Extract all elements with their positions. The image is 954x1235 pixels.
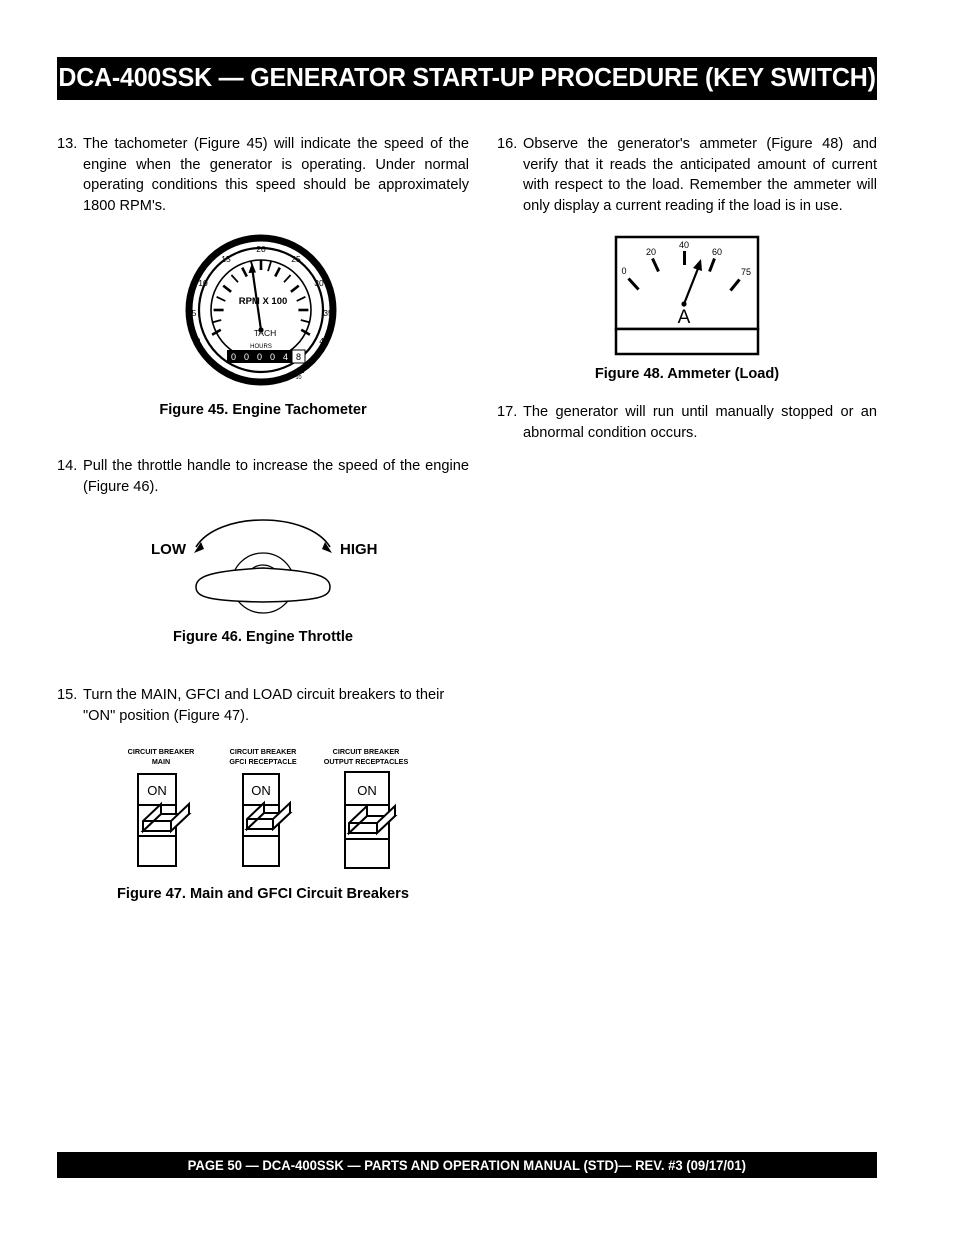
step-15 [57,685,469,726]
tach-label-15: 15 [221,254,231,264]
breaker-1-state: ON [147,783,167,798]
step-15-number: 15. [57,687,78,703]
tach-label-10: 10 [198,278,208,288]
tach-label-5: 5 [191,308,197,318]
step-13 [57,134,469,216]
throttle-svg [138,507,388,617]
tachometer-hours-label: HOURS [250,344,272,350]
step-14-number: 14. [57,458,78,474]
tach-label-35: 35 [323,308,333,318]
hour-digit-2: 0 [243,352,250,362]
breaker-2-label-line1: CIRCUIT BREAKER [229,747,297,756]
breaker-1-label-line2: MAIN [151,757,171,766]
breaker-3-state: ON [357,783,377,798]
step-13-text: The tachometer (Figure 45) will indicate the speed of the engine when the generator is operating. Under normal operating conditions this speed should be approximately 1800 RPM's. [83,136,469,214]
ammeter-label-40: 40 [678,240,690,250]
hour-tenths-digit: 8 [295,352,302,362]
tach-label-20: 20 [256,244,266,254]
ammeter-label-20: 20 [645,247,657,257]
breaker-2-state: ON [251,783,271,798]
step-14-text: Pull the throttle handle to increase the speed of the engine (Figure 46). [83,458,469,495]
breaker-3-label-line1: CIRCUIT BREAKER [332,747,400,756]
figure-46-caption: Figure 46. Engine Throttle [172,629,353,645]
step-16-number: 16. [497,136,518,152]
hour-digit-5: 4 [282,352,289,362]
step-16 [497,134,877,216]
step-17 [497,402,877,443]
breaker-switch-main[interactable] [138,774,189,866]
hour-fraction-numerator: 1 [296,367,301,373]
hour-digit-4: 0 [269,352,276,362]
ammeter-label-0: 0 [621,266,627,276]
tachometer-unit-label: RPM X 100 [238,296,288,307]
circuit-breakers-svg [113,744,413,872]
step-14 [57,456,469,497]
breaker-3-label-line2: OUTPUT RECEPTACLES [323,757,409,766]
step-16-text: Observe the generator's ammeter (Figure 48) and verify that it reads the anticipated amount of current with respect to the load. Remember the ammeter will only display a current reading if the load is in use. [523,136,877,214]
tach-label-30: 30 [314,278,324,288]
page-header-bar [57,57,877,100]
breaker-2-label-line2: GFCI RECEPTACLE [229,757,297,766]
step-15-text: Turn the MAIN, GFCI and LOAD circuit breakers to their "ON" position (Figure 47). [83,687,445,724]
tachometer-gauge-svg [183,230,343,392]
throttle-label-high: HIGH [340,541,378,558]
throttle-label-low: LOW [151,541,186,558]
breaker-switch-gfci[interactable] [243,774,290,866]
page-title: DCA-400SSK — GENERATOR START-UP PROCEDURE (KEY SWITCH) [58,64,876,92]
figure-47-circuit-breakers [57,744,469,872]
left-column [57,134,469,902]
ammeter-svg [613,234,761,356]
throttle-handle[interactable] [196,568,330,602]
ammeter-unit-label: A [677,307,691,328]
hour-digit-3: 0 [256,352,263,362]
tachometer-type-label: TACH [253,328,277,338]
step-13-number: 13. [57,136,78,152]
hour-digit-1: 0 [230,352,237,362]
figure-46-throttle [57,507,469,617]
tach-label-0: 0 [195,336,201,346]
throttle-arc [196,520,330,547]
figure-48-ammeter [497,234,877,356]
figure-45-tachometer [57,230,469,392]
tach-label-25: 25 [291,254,301,264]
figure-48-caption: Figure 48. Ammeter (Load) [594,366,780,382]
step-17-number: 17. [497,404,518,420]
figure-45-caption: Figure 45. Engine Tachometer [159,402,367,418]
step-17-text: The generator will run until manually stopped or an abnormal condition occurs. [523,404,877,441]
figure-47-caption: Figure 47. Main and GFCI Circuit Breakers [117,886,409,902]
footer-text: PAGE 50 — DCA-400SSK — PARTS AND OPERATION MANUAL (STD)— REV. #3 (09/17/01) [187,1157,747,1173]
hour-fraction-denominator: 10 [295,375,302,381]
tach-label-40: 40 [319,336,329,346]
breaker-switch-output[interactable] [345,772,395,868]
ammeter-label-75: 75 [740,267,752,277]
breaker-1-label-line1: CIRCUIT BREAKER [127,747,195,756]
page-footer-bar [57,1152,877,1178]
right-column [497,134,877,443]
ammeter-label-60: 60 [711,247,723,257]
